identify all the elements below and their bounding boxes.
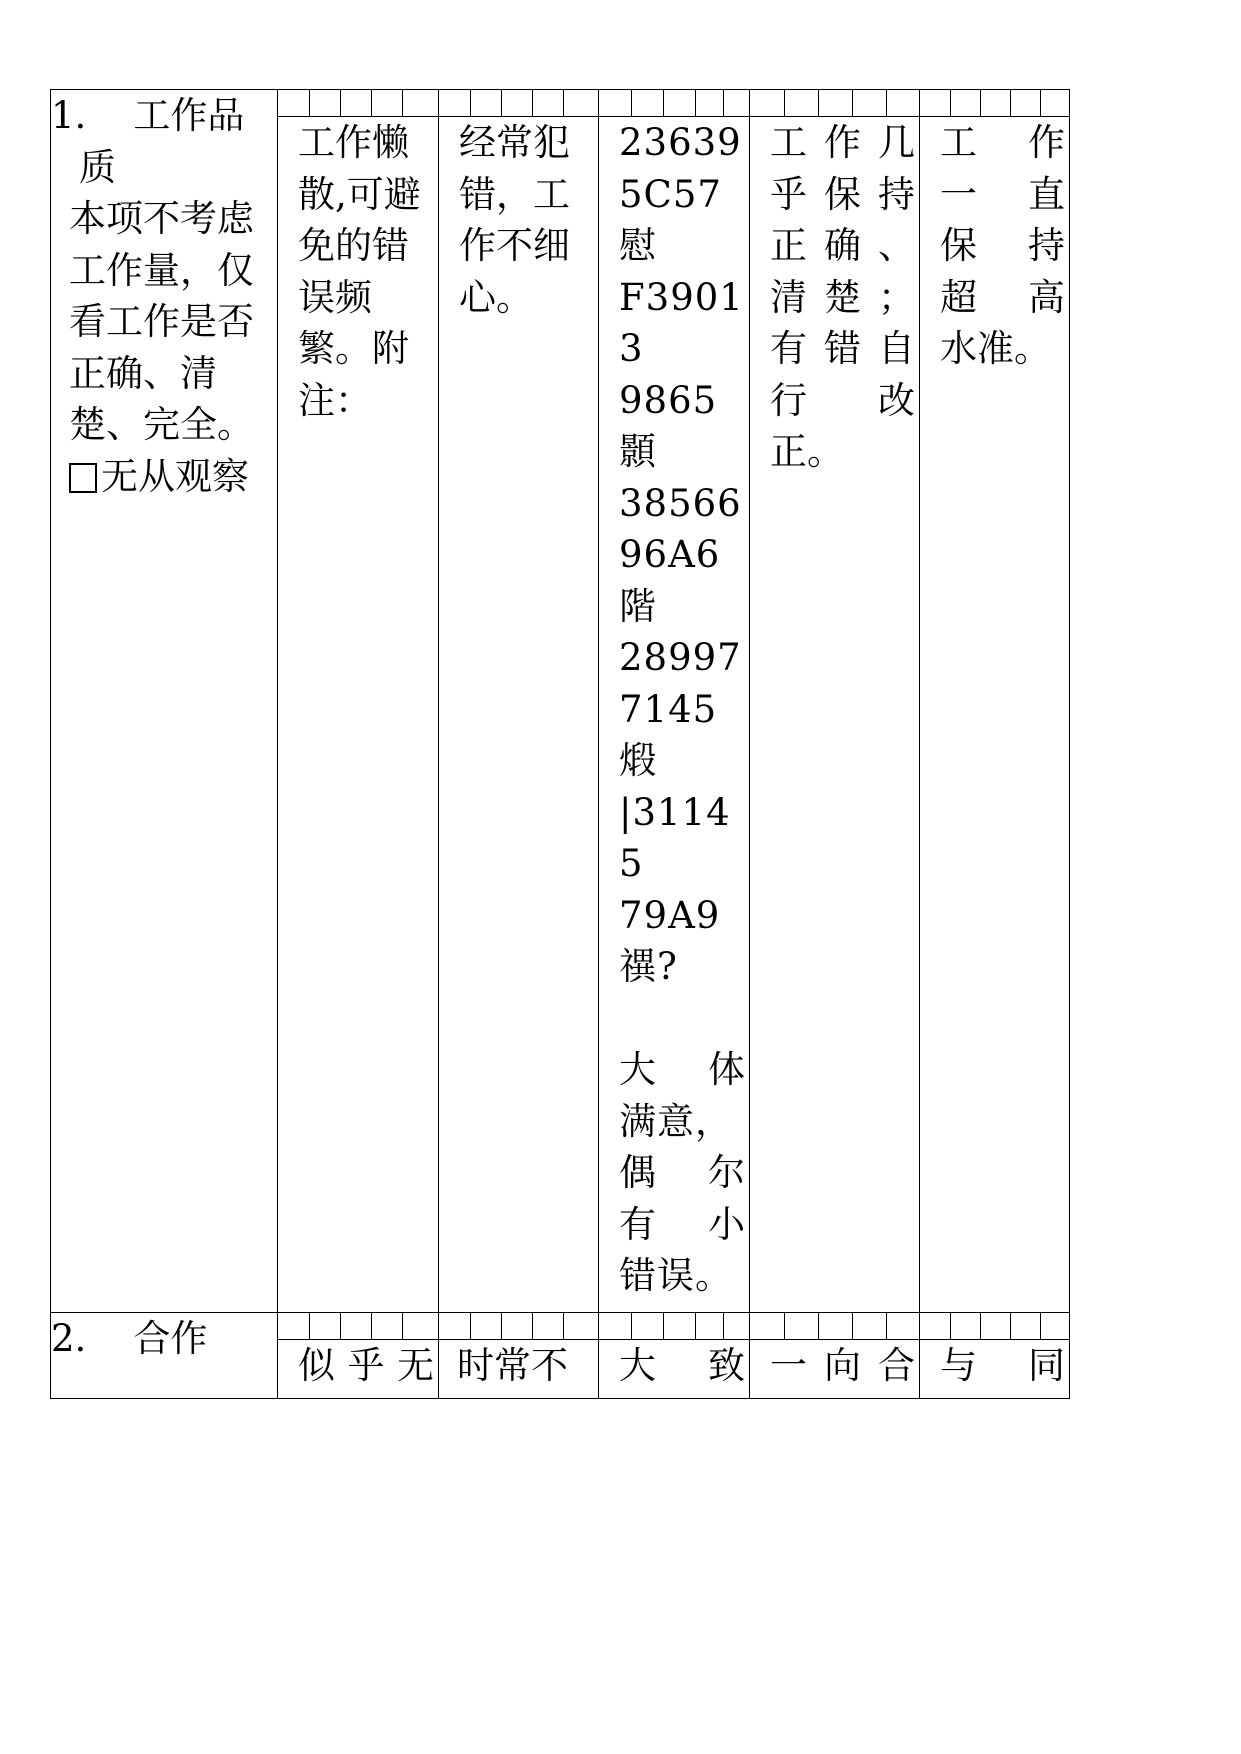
level-3-line: 错误。 <box>619 1254 733 1297</box>
level-4-line: 正确、 <box>770 224 915 267</box>
category-cell-work-quality <box>51 90 278 1313</box>
level-3-line: 3 <box>619 327 644 370</box>
level-5-line: 与 同 <box>940 1344 1065 1387</box>
level-2-description <box>439 1340 599 1399</box>
level-5-description <box>920 1340 1070 1399</box>
level-3-line: 大 体 <box>619 1048 745 1091</box>
score-ticks <box>439 1313 599 1340</box>
score-ticks <box>920 1313 1070 1340</box>
level-3-line: 96A6 <box>619 533 721 576</box>
level-3-line: 慰 <box>619 224 657 267</box>
level-3-line: 79A9 <box>619 893 721 937</box>
level-3-line: 階 <box>619 584 657 628</box>
level-5-line: 水准。 <box>940 327 1051 370</box>
level-3-line: 顥 <box>619 430 657 473</box>
score-ticks <box>439 90 599 117</box>
level-3-line: 有 小 <box>619 1202 745 1246</box>
level-3-line: F3901 <box>619 275 744 319</box>
score-ticks <box>278 1313 439 1340</box>
level-3-description <box>599 1340 750 1399</box>
level-3-description <box>599 117 750 1313</box>
level-5-description <box>920 117 1070 1313</box>
level-4-line: 有错自 <box>770 327 915 370</box>
checkbox-label: 无从观察 <box>101 454 249 498</box>
level-3-line: 禩? <box>619 945 678 988</box>
level-4-line: 行改正。 <box>770 378 915 473</box>
score-ticks <box>750 1313 920 1340</box>
level-4-line: 工作几 <box>770 121 915 164</box>
score-ticks <box>750 90 920 117</box>
checkbox-icon[interactable] <box>69 463 97 493</box>
score-ticks <box>599 90 750 117</box>
level-3-line: 5C57 <box>619 172 722 216</box>
level-3-line: 28997 <box>619 636 742 679</box>
level-4-line: 清楚； <box>770 275 915 319</box>
level-3-line: |3114 <box>619 790 731 834</box>
level-3-line: 偶 尔 <box>619 1151 745 1194</box>
level-4-line: 一向合 <box>770 1344 915 1387</box>
level-3-line: 5 <box>619 842 644 885</box>
score-ticks <box>278 90 439 117</box>
level-1-description: 工作懒散,可避免的错误频繁。附注： <box>278 117 439 1313</box>
level-3-line: 38566 <box>619 481 742 525</box>
category-title: 1. 工作品 <box>51 94 245 137</box>
level-3-line: 满意， <box>619 1099 733 1143</box>
level-5-line: 工 作 <box>940 121 1065 164</box>
category-title-cont: 质 <box>79 145 116 189</box>
level-2-description: 经常犯错，工作不细心。 <box>439 117 599 1313</box>
level-3-line <box>619 993 745 1045</box>
no-observation-option[interactable] <box>51 451 277 503</box>
level-3-line: 9865 <box>619 378 718 422</box>
score-ticks <box>599 1313 750 1340</box>
level-5-line: 超 高 <box>940 275 1065 319</box>
score-ticks <box>920 90 1070 117</box>
level-1-description <box>278 1340 439 1399</box>
level-3-line: 7145 <box>619 687 718 731</box>
level-2-line: 时常不 <box>457 1344 568 1387</box>
category-cell-cooperation <box>51 1313 278 1399</box>
evaluation-table <box>50 89 1070 1399</box>
level-5-line: 保 持 <box>940 224 1065 267</box>
level-1-line: 似乎无 <box>298 1344 434 1387</box>
level-5-line: 一 直 <box>940 172 1065 216</box>
level-3-text <box>619 117 745 1302</box>
level-4-description <box>750 1340 920 1399</box>
category-description: 本项不考虑工作量，仅看工作是否正确、清楚、完全。 <box>69 197 254 446</box>
level-3-line: 煅 <box>619 739 657 782</box>
category-title: 2. 合作 <box>51 1317 208 1360</box>
level-4-line: 乎保持 <box>770 172 915 216</box>
level-4-description <box>750 117 920 1313</box>
level-3-line: 23639 <box>619 121 742 164</box>
level-3-line: 大 致 <box>619 1344 745 1387</box>
